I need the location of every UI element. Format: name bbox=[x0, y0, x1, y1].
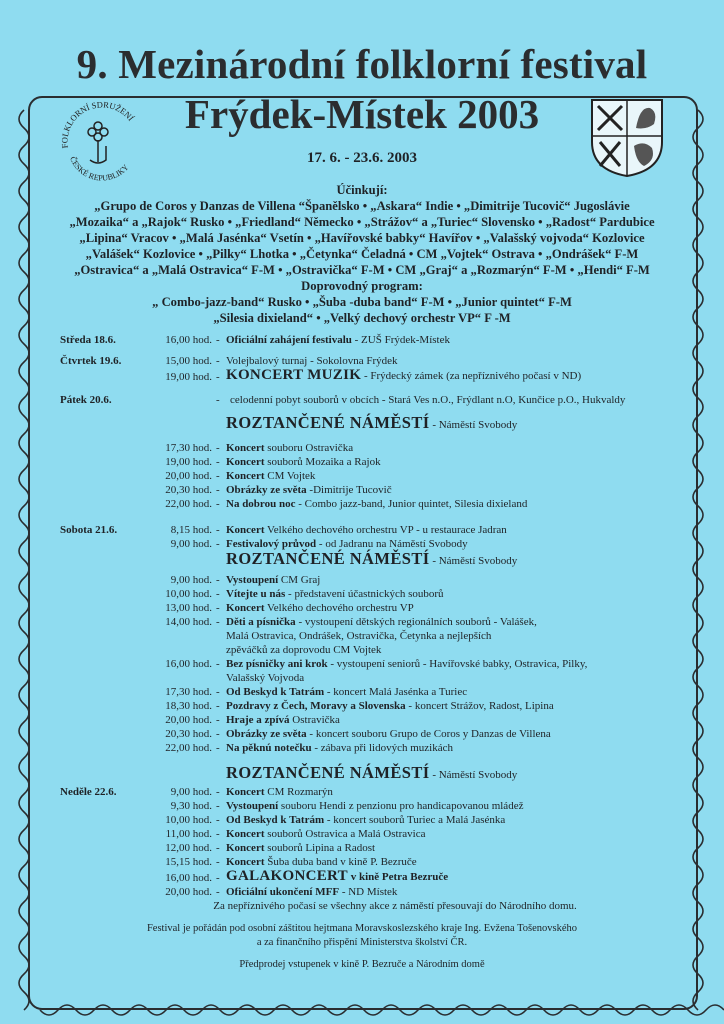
performers-line: „Ostravica“ a „Malá Ostravica“ F-M • „Ostravička“ F-M • CM „Graj“ a „Rozmarýn“ F-M • „Hendi“ F-M bbox=[74, 263, 650, 277]
festival-title: 9. Mezinárodní folklorní festival bbox=[76, 41, 648, 87]
schedule-row: 18,30 hod. - Pozdravy z Čech, Moravy a Slovenska - koncert Strážov, Radost, Lipina bbox=[165, 700, 554, 712]
performers-heading: Účinkují: bbox=[336, 183, 388, 197]
schedule-row: 19,00 hod. - KONCERT MUZIK - Frýdecký zámek (za nepříznivého počasí v ND) bbox=[165, 367, 582, 383]
schedule-row: 12,00 hod. - Koncert souborů Lipina a Radost bbox=[165, 842, 376, 854]
day-label: Středa 18.6. bbox=[60, 334, 116, 346]
schedule-row-continuation: Valašský Vojvoda bbox=[226, 672, 305, 684]
schedule-row: 15,15 hod. - Koncert Šuba duba band v kině P. Bezruče bbox=[165, 856, 417, 868]
performers-line: „Valášek“ Kozlovice • „Pilky“ Lhotka • „Četynka“ Čeladná • CM „Vojtek“ Ostrava • „Ondrášek“ F-M bbox=[85, 247, 639, 261]
weather-note: Za nepříznivého počasí se všechny akce z náměstí přesouvají do Národního domu. bbox=[213, 900, 577, 912]
schedule-row: 22,00 hod. - Na pěknú notečku - zábava při lidových muzikách bbox=[165, 742, 453, 754]
performers-line: „Mozaika“ a „Rajok“ Rusko • „Friedland“ Německo • „Strážov“ a „Turiec“ Slovensko • „Radost“ Pardubice bbox=[69, 215, 655, 229]
day-label: Pátek 20.6. bbox=[60, 394, 112, 406]
schedule-row: 16,00 hod. - Bez písničky ani krok - vystoupení seniorů - Havířovské babky, Ostravica, Pilky, bbox=[165, 658, 588, 670]
section-heading: ROZTANČENÉ NÁMĚSTÍ - Náměstí Svobody bbox=[226, 763, 518, 782]
festival-subtitle: Frýdek-Místek 2003 bbox=[184, 91, 540, 137]
day-label: Čtvrtek 19.6. bbox=[60, 355, 122, 367]
schedule-row: 19,00 hod. - Koncert souborů Mozaika a Rajok bbox=[165, 456, 381, 468]
schedule-row: 20,00 hod. - Hraje a zpívá Ostravička bbox=[165, 714, 340, 726]
schedule-row: Středa 18.6. 16,00 hod. - Oficiální zahájení festivalu - ZUŠ Frýdek-Místek bbox=[60, 334, 450, 346]
schedule-row: 10,00 hod. - Od Beskyd k Tatrám - koncert souborů Turiec a Malá Jasénka bbox=[165, 814, 506, 826]
schedule-row: Pátek 20.6. - celodenní pobyt souborů v obcích - Stará Ves n.O., Frýdlant n.O, Kunčice p.O., Hukvaldy bbox=[60, 394, 626, 406]
performers-line: „Lipina“ Vracov • „Malá Jasénka“ Vsetín • „Havířovské babky“ Havířov • „Valašský vojvoda“ Kozlovice bbox=[79, 231, 645, 245]
schedule-row: 20,30 hod. - Obrázky ze světa -Dimitrije Tucovič bbox=[165, 484, 392, 496]
schedule-row: 14,00 hod. - Děti a písnička - vystoupení dětských regionálních souborů - Valášek, bbox=[165, 616, 537, 628]
schedule-row: 11,00 hod. - Koncert souborů Ostravica a Malá Ostravica bbox=[165, 828, 426, 840]
schedule-row: Sobota 21.6. 8,15 hod. - Koncert Velkého dechového orchestru VP - u restaurace Jadran bbox=[60, 524, 507, 536]
schedule-row-continuation: zpěváčků za doprovodu CM Vojtek bbox=[226, 644, 382, 656]
support-heading: Doprovodný program: bbox=[301, 279, 423, 293]
schedule-row: 10,00 hod. - Vítejte u nás - představení účastnických souborů bbox=[165, 588, 444, 600]
footer bbox=[36, 922, 688, 972]
svg-text:FOLKLORNÍ SDRUŽENÍ: FOLKLORNÍ SDRUŽENÍ bbox=[59, 99, 137, 149]
schedule-row: 9,00 hod. - Festivalový průvod - od Jadranu na Náměstí Svobody bbox=[170, 538, 468, 550]
schedule-row: 13,00 hod. - Koncert Velkého dechového orchestru VP bbox=[165, 602, 414, 614]
day-label: Sobota 21.6. bbox=[60, 524, 118, 536]
schedule-row: 9,00 hod. - Vystoupení CM Graj bbox=[170, 574, 321, 586]
schedule-row: 17,30 hod. - Koncert souboru Ostravička bbox=[165, 442, 354, 454]
support-line: „ Combo-jazz-band“ Rusko • „Šuba -duba band“ F-M • „Junior quintet“ F-M bbox=[152, 295, 572, 309]
performers-line: „Grupo de Coros y Danzas de Villena “Španělsko • „Askara“ Indie • „Dimitrije Tucovič“ Jugoslávie bbox=[94, 199, 630, 213]
schedule-row: 16,00 hod. - GALAKONCERT v kině Petra Bezruče bbox=[165, 868, 449, 884]
schedule-row: 22,00 hod. - Na dobrou noc - Combo jazz-band, Junior quintet, Silesia dixieland bbox=[165, 498, 528, 510]
day-label: Neděle 22.6. bbox=[60, 786, 117, 798]
schedule-row: 20,00 hod. - Oficiální ukončení MFF - ND Místek bbox=[165, 886, 398, 898]
section-heading: ROZTANČENÉ NÁMĚSTÍ - Náměstí Svobody bbox=[226, 413, 518, 432]
patronage-line: a za finančního přispění Ministerstva školství ČR. bbox=[256, 937, 468, 948]
patronage-line: Festival je pořádán pod osobní záštitou hejtmana Moravskoslezského kraje Ing. Evžena Tošenovského bbox=[146, 923, 578, 934]
ticket-sale-note: Předprodej vstupenek v kině P. Bezruče a Národním domě bbox=[239, 959, 485, 970]
schedule-row: 9,00 hod. - Koncert CM Rozmarýn bbox=[170, 786, 333, 798]
schedule-row-continuation: Malá Ostravica, Ondrášek, Ostravička, Četynka a nejlepších bbox=[226, 630, 492, 642]
schedule-row: 20,30 hod. - Obrázky ze světa - koncert souboru Grupo de Coros y Danzas de Villena bbox=[165, 728, 551, 740]
festival-dates: 17. 6. - 23.6. 2003 bbox=[307, 150, 417, 166]
schedule-row: 20,00 hod. - Koncert CM Vojtek bbox=[165, 470, 316, 482]
section-heading: ROZTANČENÉ NÁMĚSTÍ - Náměstí Svobody bbox=[226, 549, 518, 568]
svg-text:ČESKÉ REPUBLIKY: ČESKÉ REPUBLIKY bbox=[68, 155, 131, 183]
performers-section bbox=[36, 182, 688, 326]
schedule-row: 9,30 hod. - Vystoupení souboru Hendi z penzionu pro handicapovanou mládež bbox=[170, 800, 524, 812]
schedule-row: 17,30 hod. - Od Beskyd k Tatrám - koncert Malá Jasénka a Turiec bbox=[165, 686, 468, 698]
schedule-row: Čtvrtek 19.6. 15,00 hod. - Volejbalový turnaj - Sokolovna Frýdek bbox=[60, 355, 398, 367]
schedule bbox=[60, 334, 670, 914]
support-line: „Silesia dixieland“ • „Velký dechový orchestr VP“ F -M bbox=[213, 311, 511, 325]
